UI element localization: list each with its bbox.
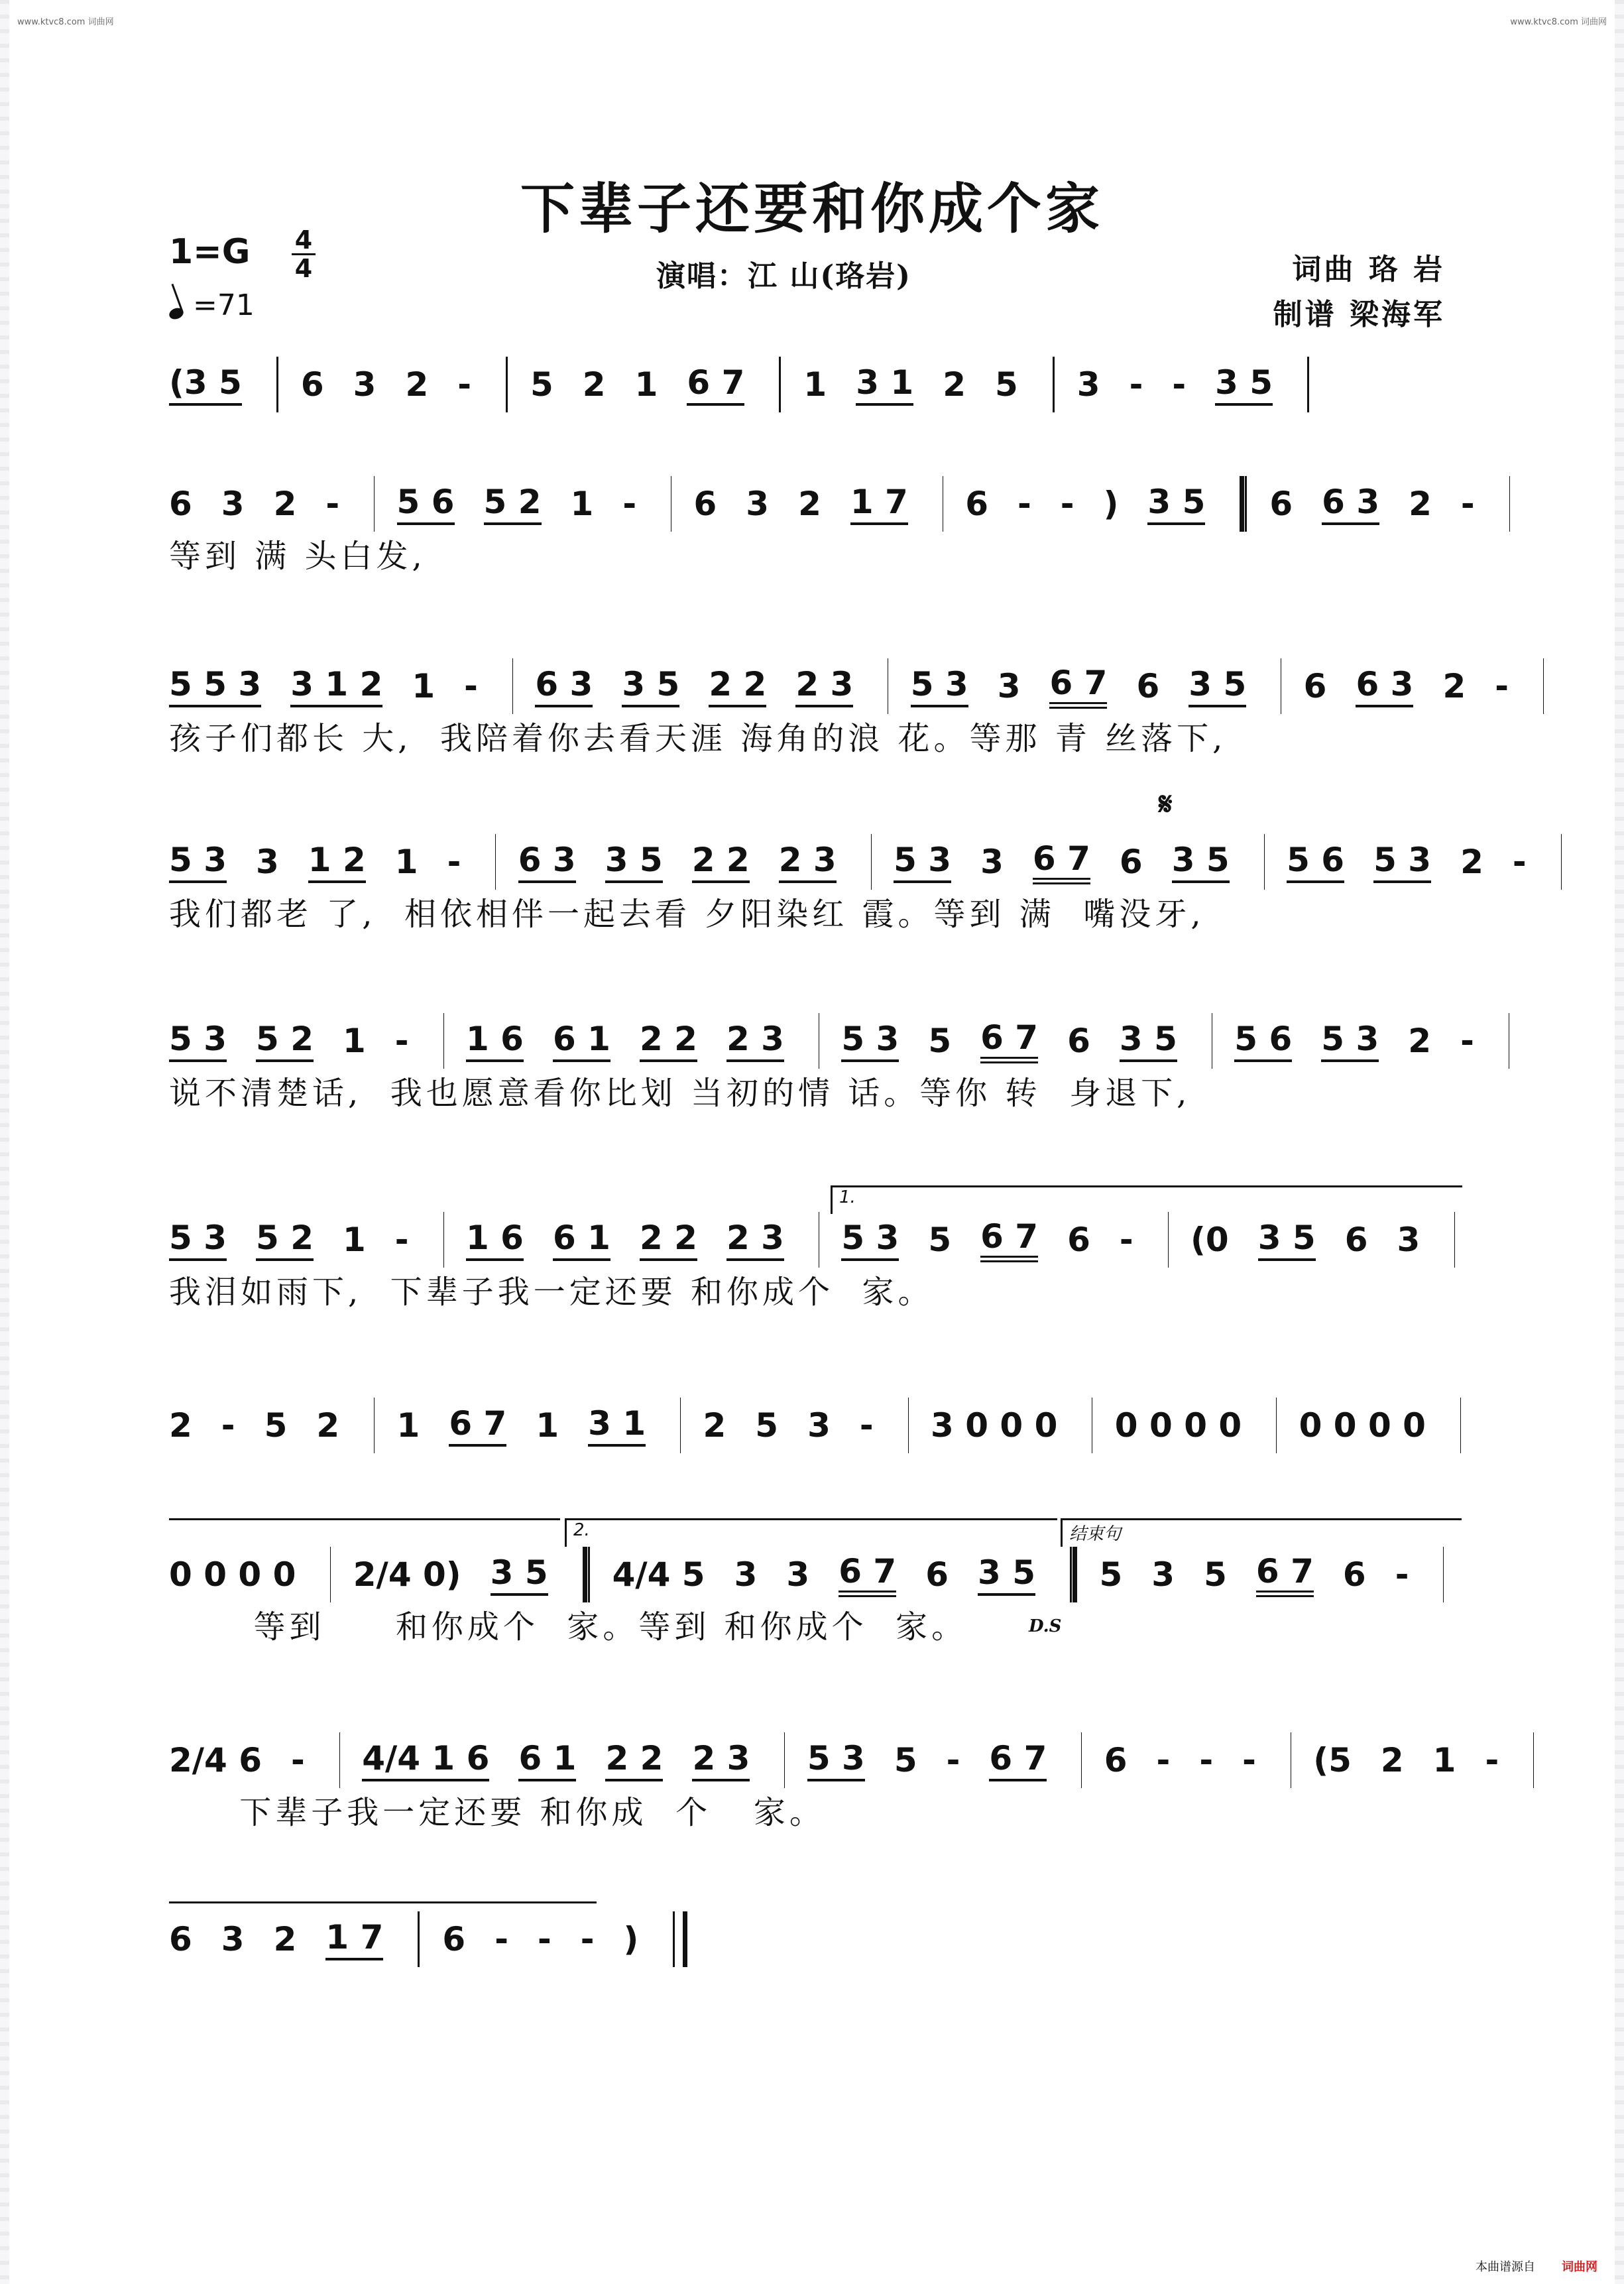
note-group: - [1460,485,1475,523]
note-group: 1 7 [325,1918,383,1960]
tempo-value: =71 [193,288,255,322]
score-system [169,477,1475,577]
note-group: 5 [530,365,553,404]
note-group: - [537,1920,551,1958]
note-group: 1 [396,1406,420,1445]
note-group: 2 3 [726,1219,784,1261]
note-group: 6 [169,1920,192,1958]
note-group: 3 5 [1120,1020,1177,1062]
lyrics-row: 等到 和你成个 家。等到 和你成个 家。 [169,1608,968,1646]
note-group: 5 [1099,1555,1123,1594]
lyrics-row [169,1452,1462,1498]
note-group: - [1060,485,1074,523]
note-group: 5 2 [256,1219,314,1261]
song-title: 下辈子还要和你成个家 [520,177,1104,241]
note-group: - [394,1221,409,1259]
note-group: 5 6 [1234,1020,1292,1062]
note-group: 4/4 5 [612,1555,705,1594]
note-group: 3 0 0 0 [931,1406,1058,1445]
notes-row [169,358,1462,411]
note-group: 2 [1442,667,1466,705]
note-group: 6 [1067,1221,1090,1259]
quarter-note-icon [168,306,185,322]
score-system [169,660,1509,759]
repeat-barline [583,1547,590,1602]
tempo-marking [169,288,255,322]
continuation-rule-1 [169,1518,560,1520]
note-group: 2 [582,365,606,404]
note-group: - [394,1022,409,1060]
volta-1-label: 1. [839,1187,856,1207]
note-group: 0 0 0 0 [1299,1406,1426,1445]
note-group: 6 [1303,667,1327,705]
note-group: 2 3 [795,665,853,707]
note-group: 1 [570,485,594,523]
note-group: - [1512,843,1527,881]
note-group: 1 6 [466,1219,524,1261]
note-group: 6 [300,365,324,404]
singer-credit: 演唱：江 山(珞岩) [656,259,911,293]
note-group: 6 3 [535,665,593,707]
note-group: 5 6 [397,483,455,525]
note-group: (3 5 [169,363,242,406]
notes-row [169,1734,1499,1787]
note-group: 5 [928,1221,952,1259]
note-group: 0 0 0 0 [169,1555,296,1594]
score-system [169,835,1527,935]
note-group: - [1119,1221,1133,1259]
note-group: 5 [1204,1555,1227,1594]
note-group: - [1199,1741,1214,1779]
notes-row [169,1548,1462,1601]
note-group: 5 3 [911,665,968,707]
note-group: 3 1 [856,363,913,406]
note-group: - [464,667,478,705]
note-group: 2 [273,485,297,523]
note-group: 1 7 [850,483,908,525]
note-group: 2 [943,365,966,404]
notes-row [169,835,1527,888]
lyrics-row: 孩子们都长 大, 我陪着你去看天涯 海角的浪 花。等那 青 丝落下, [169,720,1227,757]
note-group: 3 1 2 [290,665,382,707]
note-group: 6 1 [553,1020,610,1062]
note-group: 2/4 6 [169,1741,262,1779]
note-group: - [1242,1741,1256,1779]
note-group: 3 5 [605,841,663,883]
note-group: 3 [1076,365,1100,404]
note-group: 6 [1067,1022,1090,1060]
note-group: - [1485,1741,1499,1779]
note-group: 5 3 [169,1020,227,1062]
score-system [169,1548,1462,1648]
meter-numerator: 4 [294,225,313,255]
note-group: 2/4 0) [353,1555,461,1594]
score-system [169,358,1462,457]
note-group: 3 [746,485,770,523]
segno-marker: 𝄋 [1159,786,1173,823]
double-barline [673,1911,687,1967]
note-group: 5 2 [484,483,542,525]
note-group: 3 5 [978,1553,1035,1596]
note-group: 6 7 [1033,839,1090,884]
note-group: 2 [798,485,821,523]
left-watermark-strip [0,0,9,2284]
note-group: - [1495,667,1509,705]
barline [1307,357,1309,412]
note-group: 3 5 [1172,841,1230,883]
barline [418,1911,420,1967]
note-group: 2 [1460,843,1483,881]
note-group: - [1172,365,1187,404]
lyrics-row [169,1966,1462,2012]
note-group: 2 [1409,485,1432,523]
double-barline [1070,1547,1077,1602]
note-group: 2 [273,1920,297,1958]
note-group: 3 [221,1920,245,1958]
note-group: - [580,1920,595,1958]
note-group: 6 [1104,1741,1128,1779]
note-group: 6 7 [1256,1552,1314,1597]
note-group: 5 3 [841,1219,899,1261]
note-group: 6 3 [518,841,576,883]
lyrics-row: 我泪如雨下, 下辈子我一定还要 和你成个 家。 [169,1274,934,1311]
note-group: 3 [1151,1555,1175,1594]
note-group: 5 [264,1406,288,1445]
note-group: 5 3 [169,1219,227,1261]
score-system [169,1734,1499,1833]
note-group: 2 2 [605,1739,663,1781]
lyrics-row [169,411,1462,457]
note-group: 6 [1342,1555,1366,1594]
ending-bracket [1061,1518,1462,1547]
footer-brand: 词曲网 [1562,2260,1597,2274]
note-group: 3 5 [1189,665,1246,707]
note-group: 3 [353,365,377,404]
note-group: 6 [442,1920,466,1958]
note-group: 1 [634,365,658,404]
note-group: 1 [536,1406,559,1445]
page-footer [1476,2257,1597,2275]
note-group: 5 [928,1022,952,1060]
note-group: 3 5 [1215,363,1273,406]
note-group: - [494,1920,508,1958]
lyrics-row: 我们都老 了, 相依相伴一起去看 夕阳染红 霞。等到 满 嘴没牙, [169,896,1205,933]
note-group: 6 7 [449,1404,506,1447]
note-group: 6 1 [518,1739,576,1781]
note-group: - [1395,1555,1409,1594]
note-group: 4/4 1 6 [362,1739,489,1781]
note-group: 5 2 [256,1020,314,1062]
note-group: 5 3 [894,841,951,883]
note-group: 1 6 [466,1020,524,1062]
note-group: 3 [786,1555,810,1594]
key-signature: 1=G [169,232,251,272]
lyricist-composer-credit: 词曲 珞 岩 [1292,253,1445,286]
note-group: 5 5 3 [169,665,261,707]
transcriber-credit: 制谱 梁海军 [1273,298,1445,331]
note-group: 3 1 [588,1404,646,1447]
note-group: 3 [807,1406,831,1445]
note-group: - [1017,485,1031,523]
note-group: 3 [1397,1221,1421,1259]
meter-denominator: 4 [294,254,313,283]
score-system [169,1213,1462,1313]
note-group: - [1129,365,1143,404]
lyrics-row: 等到 满 头白发, [169,538,426,575]
time-signature [290,227,317,282]
note-group: 5 6 [1287,841,1344,883]
notes-row [169,660,1509,713]
note-group: 6 1 [553,1219,610,1261]
volta-2-label: 2. [573,1520,590,1540]
notes-row [169,1399,1462,1452]
note-group: - [325,485,340,523]
note-group: - [622,485,637,523]
note-group: (5 [1313,1741,1352,1779]
note-group: 2 2 [640,1219,697,1261]
note-group: 5 3 [169,841,227,883]
note-group: 6 [1269,485,1293,523]
note-group: 6 [169,485,192,523]
note-group: 2 [316,1406,340,1445]
note-group: 2 [169,1406,192,1445]
note-group: - [1460,1022,1474,1060]
note-group: 0 0 0 0 [1114,1406,1242,1445]
note-group: 2 2 [692,841,750,883]
barline [506,357,508,412]
note-group: 5 3 [841,1020,899,1062]
site-watermark-left: www.ktvc8.com 词曲网 [17,17,114,27]
score-system [169,1014,1474,1114]
note-group: 6 7 [980,1018,1038,1063]
barline [276,357,278,412]
note-group: 3 [734,1555,758,1594]
note-group: 2 3 [779,841,837,883]
note-group: 5 [994,365,1018,404]
note-group: 6 [925,1555,949,1594]
note-group: 5 3 [1373,841,1431,883]
note-group: 6 3 [1356,665,1413,707]
note-group: (0 [1190,1221,1229,1259]
note-group: 1 [412,667,435,705]
score-system [169,1399,1462,1498]
note-group: 1 [343,1022,366,1060]
note-group: 6 [693,485,717,523]
note-group: 6 [965,485,989,523]
note-group: 3 5 [1258,1219,1316,1261]
notes-row [169,477,1475,530]
notes-row [169,1213,1462,1266]
ending-label: 结束句 [1069,1524,1122,1544]
note-group: 3 5 [491,1553,548,1596]
note-group: - [221,1406,235,1445]
note-group: 5 3 [1321,1020,1379,1062]
notes-row [169,1014,1474,1067]
barline [1053,357,1055,412]
note-group: 3 [980,843,1004,881]
note-group: 3 [256,843,279,881]
ds-marker: D.S [1029,1616,1062,1636]
note-group: - [447,843,461,881]
note-group: - [291,1741,305,1779]
note-group: 1 2 [308,841,366,883]
footer-source: 本曲谱源自 [1476,2260,1535,2274]
note-group: 3 [221,485,245,523]
site-watermark-right: www.ktvc8.com 词曲网 [1510,17,1607,27]
note-group: 3 [997,667,1021,705]
note-group: 1 [343,1221,366,1259]
note-group: 1 [803,365,827,404]
note-group: 3 5 [1147,483,1205,525]
note-group: ) [623,1920,639,1958]
note-group: 2 [703,1406,726,1445]
note-group: 6 [1119,843,1143,881]
note-group: 2 2 [640,1020,697,1062]
note-group: - [859,1406,874,1445]
note-group: - [457,365,471,404]
note-group: 2 [1408,1022,1432,1060]
volta-2 [565,1518,1057,1547]
note-group: 6 7 [980,1217,1038,1262]
note-group: 2 3 [692,1739,750,1781]
note-group: 1 [394,843,418,881]
note-group: - [946,1741,960,1779]
continuation-rule-2 [169,1901,597,1903]
lyrics-row: 下辈子我一定还要 和你成 个 家。 [169,1794,825,1831]
barline [779,357,781,412]
note-group: - [1156,1741,1171,1779]
right-watermark-strip [1615,0,1624,2284]
note-group: 6 [1136,667,1160,705]
volta-1 [831,1185,1462,1214]
note-group: ) [1103,485,1119,523]
note-group: 1 [1432,1741,1456,1779]
note-group: 5 [894,1741,917,1779]
score-system [169,1913,1462,2012]
note-group: 5 3 [807,1739,865,1781]
note-group: 6 [1344,1221,1368,1259]
repeat-barline [1240,476,1247,532]
note-group: 3 5 [622,665,679,707]
note-group: 2 3 [726,1020,784,1062]
notes-row [169,1913,1462,1966]
note-group: 2 [405,365,429,404]
note-group: 2 [1380,1741,1404,1779]
note-group: 2 2 [709,665,766,707]
note-group: 6 7 [687,363,744,406]
note-group: 6 7 [1049,664,1107,709]
note-group: 6 7 [989,1739,1047,1781]
lyrics-row: 说不清楚话, 我也愿意看你比划 当初的情 话。等你 转 身退下, [169,1075,1191,1112]
note-group: 5 [755,1406,779,1445]
note-group: 6 3 [1322,483,1379,525]
note-group: 6 7 [839,1552,896,1597]
